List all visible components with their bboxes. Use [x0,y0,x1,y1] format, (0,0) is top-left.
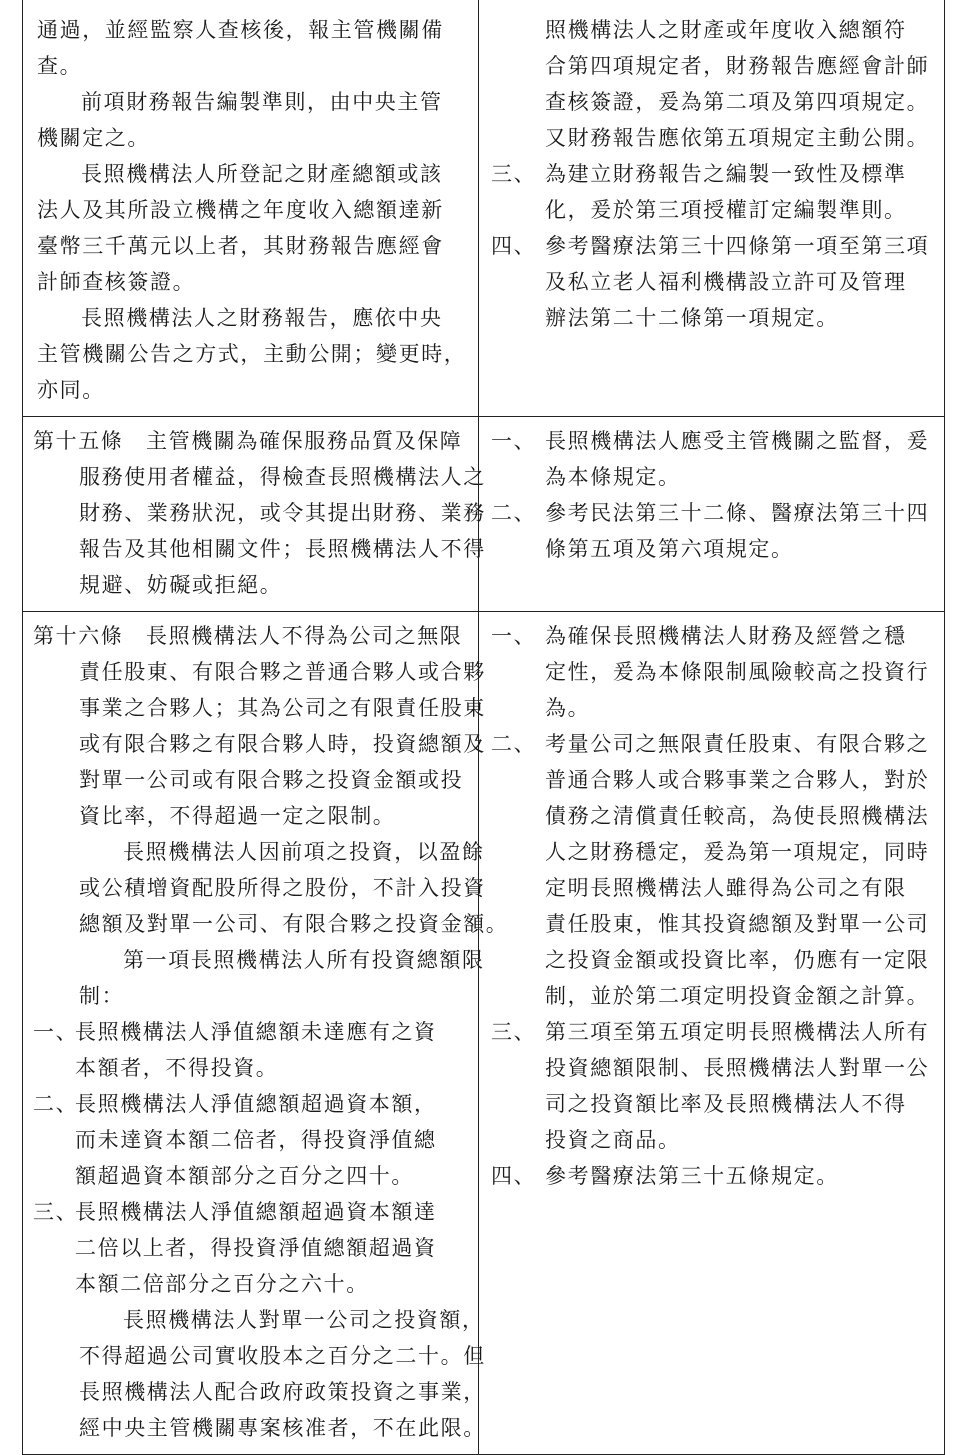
text-line: 長照機構法人所登記之財產總額或該 [81,162,443,186]
text-line: 為確保長照機構法人財務及經營之穩 [545,624,907,648]
article-heading-line: 第十五條 主管機關為確保服務品質及保障 [33,429,463,453]
text-line: 長照機構法人淨值總額超過資本額， [75,1092,437,1116]
text-line: 主管機關公告之方式，主動公開；變更時， [37,342,467,366]
list-item [491,423,932,495]
text-line: 資比率，不得超過一定之限制。 [79,804,396,828]
text-line: 普通合夥人或合夥事業之合夥人，對於 [545,768,930,792]
explanation-cell [479,417,945,612]
text-line: 長照機構法人之財務報告，應依中央 [81,306,443,330]
text-line: 不得超過公司實收股本之百分之二十。但 [79,1344,486,1368]
text-line: 又財務報告應依第五項規定主動公開。 [545,126,930,150]
text-line: 法人及其所設立機構之年度收入總額達新 [37,198,444,222]
text-line: 參考民法第三十二條、醫療法第三十四 [545,501,930,525]
list-item [491,156,932,228]
list-item [491,495,932,567]
text-line: 而未達資本額二倍者，得投資淨值總 [75,1128,437,1152]
text-line: 財務、業務狀況，或令其提出財務、業務 [79,501,486,525]
text-line: 長照機構法人淨值總額未達應有之資 [75,1020,437,1044]
text-line: 制： [79,984,125,1008]
text-line: 二倍以上者，得投資淨值總額超過資 [75,1236,437,1260]
text-line: 經中央主管機關專案核准者，不在此限。 [79,1416,486,1440]
table-row [23,612,945,1455]
text-line: 定明長照機構法人雖得為公司之有限 [545,876,907,900]
item-number: 四、 [491,234,537,258]
text-line: 照機構法人之財產或年度收入總額符 [545,18,907,42]
text-line: 服務使用者權益，得檢查長照機構法人之 [79,465,486,489]
text-line: 事業之合夥人；其為公司之有限責任股東 [79,696,486,720]
text-line: 亦同。 [37,378,105,402]
table-row [23,417,945,612]
list-item [33,1194,466,1302]
item-number: 一、 [491,624,537,648]
item-number: 二、 [33,1092,79,1116]
item-number: 三、 [491,162,537,186]
text-line: 臺幣三千萬元以上者，其財務報告應經會 [37,234,444,258]
explanation-cell [479,0,945,417]
text-line: 長照機構法人淨值總額超過資本額達 [75,1200,437,1224]
article-heading-line: 第十六條 長照機構法人不得為公司之無限 [33,624,463,648]
text-line: 本額二倍部分之百分之六十。 [75,1272,369,1296]
explanation-cell [479,612,945,1455]
comparison-table [22,0,945,1455]
text-line: 機關定之。 [37,126,150,150]
list-item [491,726,932,1014]
text-line: 額超過資本額部分之百分之四十。 [75,1164,414,1188]
text-line: 辦法第二十二條第一項規定。 [545,306,839,330]
article-text-cell [23,417,486,612]
text-line: 責任股東，惟其投資總額及對單一公司 [545,912,930,936]
article-text-cell [23,612,509,1455]
text-line: 長照機構法人對單一公司之投資額， [123,1308,485,1332]
text-line: 為。 [545,696,591,720]
text-line: 考量公司之無限責任股東、有限合夥之 [545,732,930,756]
text-line: 報告及其他相關文件；長照機構法人不得 [79,537,486,561]
text-line: 化，爰於第三項授權訂定編製準則。 [545,198,907,222]
text-line: 本額者，不得投資。 [75,1056,279,1080]
list-item [33,1086,466,1194]
text-line: 長照機構法人應受主管機關之監督，爰 [545,429,930,453]
text-line: 參考醫療法第三十四條第一項至第三項 [545,234,930,258]
text-line: 責任股東、有限合夥之普通合夥人或合夥 [79,660,486,684]
text-line: 條第五項及第六項規定。 [545,537,794,561]
text-line: 債務之清償責任較高，為使長照機構法 [545,804,930,828]
list-item [33,1014,466,1086]
item-number: 二、 [491,732,537,756]
text-line: 投資總額限制、長照機構法人對單一公 [545,1056,930,1080]
text-line: 前項財務報告編製準則，由中央主管 [81,90,443,114]
text-line: 制，並於第二項定明投資金額之計算。 [545,984,930,1008]
text-line: 計師查核簽證。 [37,270,196,294]
text-line: 長照機構法人因前項之投資，以盈餘 [123,840,485,864]
text-line: 第一項長照機構法人所有投資總額限 [123,948,485,972]
list-item [491,1158,932,1194]
text-line: 參考醫療法第三十五條規定。 [545,1164,839,1188]
text-line: 或公積增資配股所得之股份，不計入投資 [79,876,486,900]
list-item [491,228,932,336]
text-line: 查。 [37,54,83,78]
item-number: 一、 [33,1020,79,1044]
text-line: 之投資金額或投資比率，仍應有一定限 [545,948,930,972]
text-line: 為本條規定。 [545,465,681,489]
text-line: 查核簽證，爰為第二項及第四項規定。 [545,90,930,114]
text-line: 為建立財務報告之編製一致性及標準 [545,162,907,186]
text-line: 第三項至第五項定明長照機構法人所有 [545,1020,930,1044]
text-line: 合第四項規定者，財務報告應經會計師 [545,54,930,78]
text-line: 總額及對單一公司、有限合夥之投資金額。 [79,912,509,936]
text-line: 人之財務穩定，爰為第一項規定，同時 [545,840,930,864]
text-line: 司之投資額比率及長照機構法人不得 [545,1092,907,1116]
article-text-cell [23,0,479,417]
text-line: 定性，爰為本條限制風險較高之投資行 [545,660,930,684]
text-line: 長照機構法人配合政府政策投資之事業， [79,1380,486,1404]
list-item [491,1014,932,1158]
text-line: 或有限合夥之有限合夥人時，投資總額及 [79,732,486,756]
item-number: 二、 [491,501,537,525]
item-number: 一、 [491,429,537,453]
item-number: 三、 [33,1200,79,1224]
text-line: 通過，並經監察人查核後，報主管機關備 [37,18,444,42]
text-line: 規避、妨礙或拒絕。 [79,573,283,597]
item-number: 三、 [491,1020,537,1044]
text-line: 及私立老人福利機構設立許可及管理 [545,270,907,294]
table-row [23,0,945,417]
list-item [491,618,932,726]
text-line: 對單一公司或有限合夥之投資金額或投 [79,768,464,792]
item-number: 四、 [491,1164,537,1188]
text-line: 投資之商品。 [545,1128,681,1152]
